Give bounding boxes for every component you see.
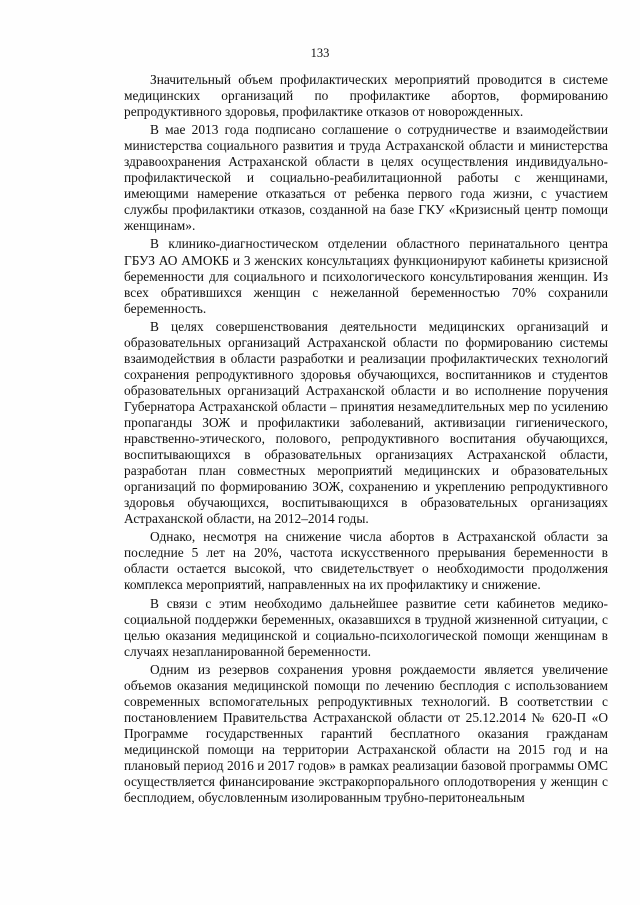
paragraph-cooperation-agreement: В мае 2013 года подписано соглашение о сотрудничестве и взаимодействии министерства социального развития и труда Астраханской области и министерства здравоохранения Астраханской области в целях осуществления индивидуально-профилактической и социально-реабилитационной работы с женщинами, имеющими намерение отказаться от ребенка первого года жизни, с участием службы профилактики отказов, созданной на базе ГКУ «Кризисный центр помощи женщинам».: [124, 122, 608, 234]
paragraph-joint-action-plan: В целях совершенствования деятельности медицинских организаций и образовательных организаций Астраханской области по формированию системы взаимодействия в области разработки и реализации профилактических технологий сохранения репродуктивного здоровья обучающихся, воспитанников и студентов образовательных организаций Астраханской области и во исполнение поручения Губернатора Астраханской области – принятия незамедлительных мер по усилению пропаганды ЗОЖ и профилактики заболеваний, активизации гигиенического, нравственно-этического, полового, репродуктивного воспитания обучающихся, воспитывающихся в образовательных организациях Астраханской области, разработан план совместных мероприятий медицинских и образовательных организаций по формированию ЗОЖ, сохранению и укреплению репродуктивного здоровья обучающихся, воспитывающихся в образовательных организациях Астраханской области, на 2012–2014 годы.: [124, 318, 608, 527]
paragraph-infertility-treatment: Одним из резервов сохранения уровня рождаемости является увеличение объемов оказания медицинской помощи по лечению бесплодия с использованием современных вспомогательных репродуктивных технологий. В соответствии с постановлением Правительства Астраханской области от 25.12.2014 № 620-П «О Программе государственных гарантий бесплатного оказания гражданам медицинской помощи на территории Астраханской области на 2015 год и на плановый период 2016 и 2017 годов» в рамках реализации базовой программы ОМС осуществляется финансирование экстракорпорального оплодотворения у женщин с бесплодием, обусловленным изолированным трубно-перитонеальным: [124, 661, 608, 806]
paragraph-support-network: В связи с этим необходимо дальнейшее развитие сети кабинетов медико-социальной поддержки беременных, оказавшихся в трудной жизненной ситуации, с целью оказания медицинской и социально-психологической помощи женщинам в случаях незапланированной беременности.: [124, 595, 608, 659]
document-body: [124, 72, 608, 806]
paragraph-abortion-rate: Однако, несмотря на снижение числа абортов в Астраханской области за последние 5 лет на 20%, частота искусственного прерывания беременности в области остается высокой, что свидетельствует о необходимости продолжения комплекса мероприятий, направленных на их профилактику и снижение.: [124, 529, 608, 593]
paragraph-crisis-pregnancy-offices: В клинико-диагностическом отделении областного перинатального центра ГБУЗ АО АМОКБ и 3 женских консультациях функционируют кабинеты кризисной беременности для социального и психологического консультирования женщин. Из всех обратившихся женщин с нежеланной беременностью 70% сохранили беременность.: [124, 236, 608, 316]
paragraph-abortion-prevention: Значительный объем профилактических мероприятий проводится в системе медицинских организаций по профилактике абортов, формированию репродуктивного здоровья, профилактике отказов от новорожденных.: [124, 72, 608, 120]
page-number: 133: [310, 46, 330, 60]
